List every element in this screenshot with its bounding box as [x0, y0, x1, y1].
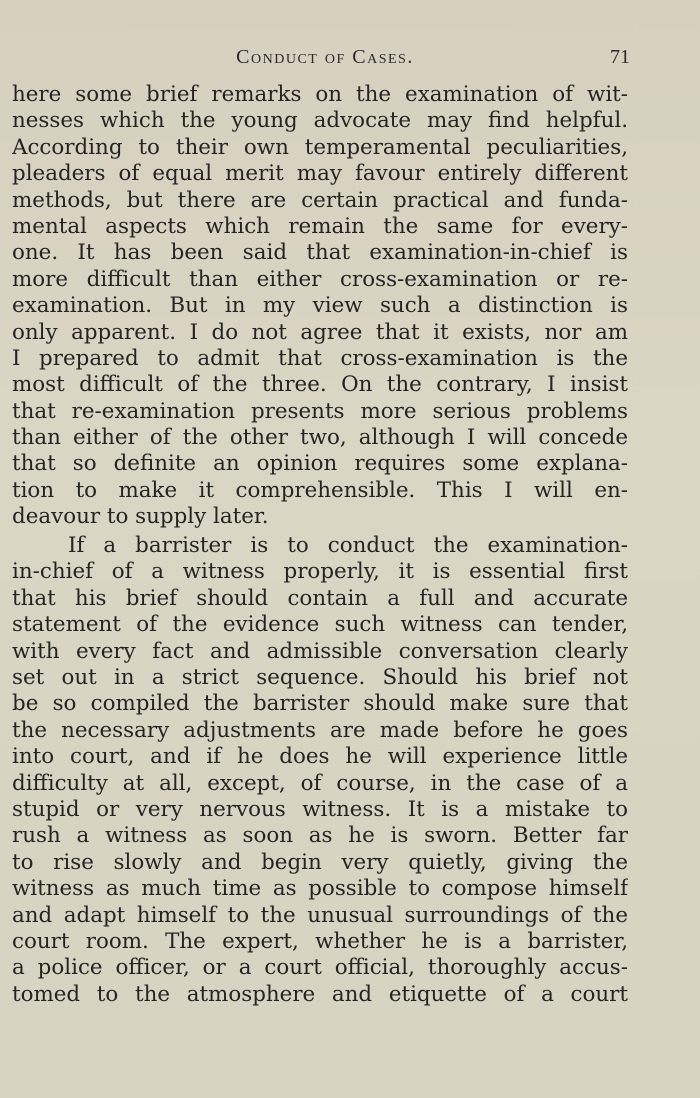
text-line: a police officer, or a court official, thoroughly accus-: [12, 955, 628, 981]
text-line: rush a witness as soon as he is sworn. Better far: [12, 823, 628, 849]
text-line: methods, but there are certain practical and funda-: [12, 187, 628, 213]
page-header: [0, 46, 700, 72]
paragraph: [12, 533, 628, 1008]
text-line: court room. The expert, whether he is a barrister,: [12, 928, 628, 954]
text-line: I prepared to admit that cross-examination is the: [12, 345, 628, 371]
body-text: [12, 82, 628, 1008]
text-line: be so compiled the barrister should make sure that: [12, 691, 628, 717]
text-line: into court, and if he does he will experience little: [12, 744, 628, 770]
text-line: tomed to the atmosphere and etiquette of a court: [12, 981, 628, 1007]
text-line: set out in a strict sequence. Should his brief not: [12, 664, 628, 690]
text-line: one. It has been said that examination-in-chief is: [12, 240, 628, 266]
text-line: nesses which the young advocate may find helpful.: [12, 108, 628, 134]
text-line: only apparent. I do not agree that it exists, nor am: [12, 319, 628, 345]
text-line: in-chief of a witness properly, it is essential first: [12, 559, 628, 585]
text-line: According to their own temperamental peculiarities,: [12, 134, 628, 160]
text-line: deavour to supply later.: [12, 504, 269, 530]
text-line: examination. But in my view such a distinction is: [12, 293, 628, 319]
text-line: most difficult of the three. On the contrary, I insist: [12, 372, 628, 398]
text-line: statement of the evidence such witness can tender,: [12, 612, 628, 638]
text-line: that re-examination presents more serious problems: [12, 398, 628, 424]
paragraph: [12, 82, 628, 531]
text-line: tion to make it comprehensible. This I will en-: [12, 477, 628, 503]
text-line: here some brief remarks on the examination of wit-: [12, 82, 628, 107]
text-line: more difficult than either cross-examination or re-: [12, 266, 628, 292]
text-line: difficulty at all, except, of course, in the case of a: [12, 770, 628, 796]
text-line: with every fact and admissible conversation clearly: [12, 638, 628, 664]
running-title: Conduct of Cases.: [236, 46, 414, 68]
text-line: to rise slowly and begin very quietly, giving the: [12, 849, 628, 875]
text-line: mental aspects which remain the same for every-: [12, 213, 628, 239]
text-line: that his brief should contain a full and accurate: [12, 585, 628, 611]
page-number: 71: [610, 46, 630, 68]
text-line: pleaders of equal merit may favour entirely different: [12, 161, 628, 187]
text-line: than either of the other two, although I will concede: [12, 425, 628, 451]
text-line: that so definite an opinion requires some explana-: [12, 451, 628, 477]
text-line: stupid or very nervous witness. It is a mistake to: [12, 796, 628, 822]
text-line: the necessary adjustments are made before he goes: [12, 717, 628, 743]
text-line: If a barrister is to conduct the examination-: [68, 533, 628, 559]
text-line: witness as much time as possible to compose himself: [12, 876, 628, 902]
text-line: and adapt himself to the unusual surroundings of the: [12, 902, 628, 928]
